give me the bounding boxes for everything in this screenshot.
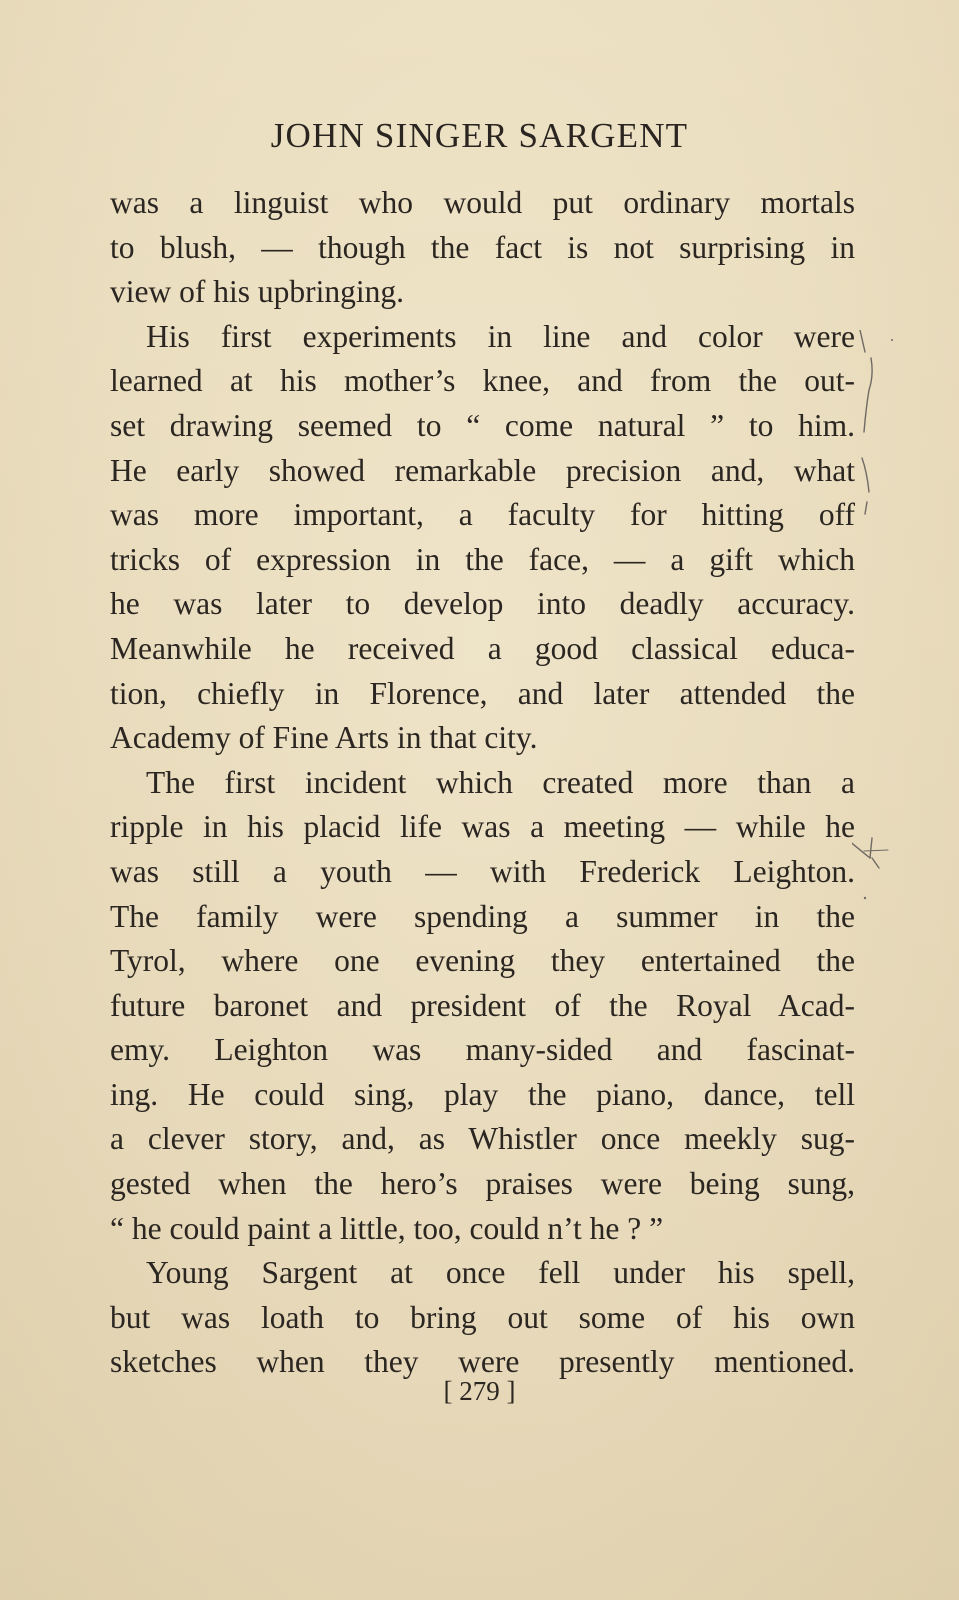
text-line: Meanwhile he received a good classical educa- [110, 630, 855, 666]
page-number: [ 279 ] [443, 1376, 516, 1406]
body-text [110, 181, 855, 1385]
text-line: Academy of Fine Arts in that city. [110, 720, 538, 756]
text-line: He early showed remarkable precision and, what [110, 452, 855, 488]
text-line: to blush, — though the fact is not surprising in [110, 229, 855, 265]
text-line: view of his upbringing. [110, 274, 404, 310]
text-line: The family were spending a summer in the [110, 898, 855, 934]
text-line: gested when the hero’s praises were being sung, [110, 1166, 855, 1202]
text-line: ing. He could sing, play the piano, dance, tell [110, 1076, 855, 1112]
text-line: set drawing seemed to “ come natural ” to him. [110, 407, 855, 443]
text-line: ripple in his placid life was a meeting — while he [110, 809, 855, 845]
text-line: was still a youth — with Frederick Leighton. [110, 853, 855, 889]
text-line: emy. Leighton was many-sided and fascinat- [110, 1032, 855, 1068]
text-line: Tyrol, where one evening they entertained the [110, 943, 855, 979]
text-line: but was loath to bring out some of his own [110, 1299, 855, 1335]
running-head: JOHN SINGER SARGENT [270, 116, 689, 155]
text-line: sketches when they were presently mentioned. [110, 1344, 855, 1380]
text-line: tricks of expression in the face, — a gift which [110, 541, 855, 577]
text-line: Young Sargent at once fell under his spell, [146, 1255, 855, 1291]
text-line: he was later to develop into deadly accuracy. [110, 586, 855, 622]
text-line: was more important, a faculty for hitting off [110, 497, 855, 533]
pencil-marginalia-icon [852, 330, 922, 930]
text-line: tion, chiefly in Florence, and later attended the [110, 675, 855, 711]
text-line: learned at his mother’s knee, and from the out- [110, 363, 855, 399]
text-line: future baronet and president of the Royal Acad- [110, 987, 855, 1023]
text-line: The first incident which created more than a [146, 764, 855, 800]
text-line: His first experiments in line and color were [146, 318, 855, 354]
text-line: a clever story, and, as Whistler once meekly sug- [110, 1121, 855, 1157]
text-line: was a linguist who would put ordinary mortals [110, 185, 855, 220]
text-line: “ he could paint a little, too, could n’t he ? ” [110, 1210, 664, 1246]
